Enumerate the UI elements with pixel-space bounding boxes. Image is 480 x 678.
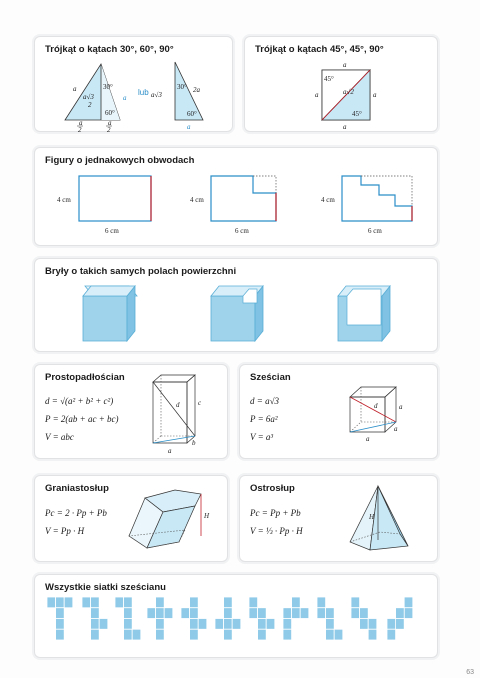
label-a-left: a: [315, 91, 319, 99]
net-square: [64, 597, 73, 608]
net-square: [124, 597, 133, 608]
rectangle-figure: [79, 176, 151, 221]
net-square: [56, 597, 65, 608]
net-square: [368, 619, 377, 630]
formula-surface: P = 6a²: [250, 414, 278, 424]
label-a-half-den: 2: [78, 126, 82, 134]
net-square: [190, 619, 199, 630]
net-square: [190, 629, 199, 640]
label-b: b: [192, 439, 196, 447]
net-square: [258, 629, 267, 640]
net-square: [351, 597, 360, 608]
net-square: [326, 608, 335, 619]
formula-surface: P = 2(ab + ac + bc): [45, 414, 119, 424]
net-square: [317, 608, 326, 619]
card-prism: [34, 475, 228, 562]
card-title: Trójkąt o kątach 30°, 60°, 90°: [45, 44, 174, 55]
label-30deg-b: 30°: [177, 83, 187, 91]
cube-net: [215, 597, 241, 640]
card-cube-nets: [34, 574, 438, 658]
net-square: [124, 619, 133, 630]
label-H: H: [369, 513, 375, 521]
net-square: [351, 608, 360, 619]
label-a-bottom: a: [187, 123, 191, 131]
card-cuboid: [34, 364, 228, 459]
formula-volume: V = ⅓ · Pp · H: [250, 526, 303, 536]
net-square: [91, 619, 100, 630]
net-square: [232, 619, 241, 630]
net-square: [258, 608, 267, 619]
formula-diagonal: d = √(a² + b² + c²): [45, 396, 114, 406]
formula-total-area: Pc = 2 · Pp + Pb: [45, 508, 107, 518]
net-square: [156, 597, 165, 608]
net-square: [132, 629, 141, 640]
label-two: 2: [88, 101, 92, 109]
label-a-sqrt3-b: a√3: [151, 91, 162, 99]
net-square: [266, 619, 275, 630]
cube-net: [47, 597, 73, 640]
label-a-bottom: a: [343, 123, 347, 131]
net-square: [283, 619, 292, 630]
net-square: [317, 597, 326, 608]
cube-slab-cut: [338, 286, 390, 341]
cube-corner-cut: [211, 286, 263, 341]
label-a-right: a: [373, 91, 377, 99]
label-a-side: a: [123, 94, 127, 102]
label-a-bottom: a: [366, 435, 370, 443]
label-a: a: [168, 447, 172, 455]
net-square: [215, 619, 224, 630]
space-diagonal: [350, 397, 396, 422]
net-square: [91, 597, 100, 608]
net-square: [190, 597, 199, 608]
cube-net: [317, 597, 343, 640]
card-cube: [239, 364, 438, 459]
formula-diagonal: d = a√3: [250, 396, 280, 406]
cuboid-side: [187, 375, 195, 443]
label-a-right: a: [399, 403, 403, 411]
stepped-figure: [342, 176, 412, 221]
label-a-sqrt3: a√3: [83, 93, 94, 101]
label-4cm-2: 4 cm: [190, 196, 204, 204]
net-square: [360, 619, 369, 630]
card-title: Trójkąt o kątach 45°, 45°, 90°: [255, 44, 384, 55]
card-title: Sześcian: [250, 372, 291, 383]
base-diagonal: [350, 422, 396, 432]
label-a-sqrt2: a√2: [343, 88, 354, 96]
formula-total-area: Pc = Pp + Pb: [250, 508, 301, 518]
net-square: [56, 629, 65, 640]
net-square: [147, 608, 156, 619]
net-square: [404, 608, 413, 619]
net-square: [224, 619, 233, 630]
label-a-half2-den: 2: [107, 126, 111, 134]
label-H: H: [204, 512, 210, 520]
cube-solid: [83, 286, 137, 341]
label-a-half-num: a: [79, 119, 83, 127]
net-square: [124, 629, 133, 640]
label-30deg: 30°: [103, 83, 113, 91]
net-square: [124, 608, 133, 619]
solids-diagram: [35, 259, 437, 351]
net-square: [326, 619, 335, 630]
net-square: [156, 608, 165, 619]
label-a-half2-num: a: [108, 119, 112, 127]
net-square: [387, 629, 396, 640]
cube-net: [181, 597, 207, 640]
net-square: [91, 629, 100, 640]
cube-net: [387, 597, 413, 640]
cube-diagram: [240, 365, 437, 458]
net-square: [387, 619, 396, 630]
label-6cm-1: 6 cm: [105, 227, 119, 235]
net-square: [404, 597, 413, 608]
cuboid-front: [153, 382, 187, 443]
card-equal-perimeters: [34, 147, 438, 246]
net-square: [224, 629, 233, 640]
net-square: [190, 608, 199, 619]
net-square: [258, 619, 267, 630]
label-6cm-3: 6 cm: [368, 227, 382, 235]
card-title: Figury o jednakowych obwodach: [45, 155, 195, 166]
label-4cm-1: 4 cm: [57, 196, 71, 204]
net-square: [334, 629, 343, 640]
net-square: [224, 597, 233, 608]
net-square: [283, 608, 292, 619]
net-square: [82, 597, 91, 608]
card-title: Wszystkie siatki sześcianu: [45, 582, 166, 593]
page-number: 63: [466, 669, 474, 676]
label-c: c: [198, 399, 202, 407]
net-square: [99, 619, 108, 630]
card-equal-surface-solids: [34, 258, 438, 352]
label-60deg-b: 60°: [187, 110, 197, 118]
net-square: [249, 608, 258, 619]
label-a-top: a: [343, 61, 347, 69]
net-square: [292, 608, 301, 619]
cube-net: [82, 597, 108, 640]
card-title: Bryły o takich samych polach powierzchni: [45, 266, 237, 277]
label-a: a: [73, 85, 77, 93]
prism-diagram: [35, 476, 227, 561]
cube-top: [350, 387, 396, 397]
net-square: [56, 608, 65, 619]
net-square: [156, 629, 165, 640]
card-title: Graniastosłup: [45, 483, 109, 494]
net-square: [47, 597, 56, 608]
cube-net: [147, 597, 173, 640]
net-square: [360, 608, 369, 619]
card-title: Ostrosłup: [250, 483, 295, 494]
notched-figure: [211, 176, 276, 221]
net-square: [396, 608, 405, 619]
card-triangle-30-60-90: [34, 36, 233, 132]
label-60deg: 60°: [105, 109, 115, 117]
formula-volume: V = a³: [250, 432, 274, 442]
label-45deg-a: 45°: [324, 75, 334, 83]
triangle-30-60-90-diagram: [35, 37, 232, 134]
formula-volume: V = abc: [45, 432, 74, 442]
net-square: [396, 619, 405, 630]
label-or: lub: [138, 88, 149, 97]
cube-nets-diagram: [35, 575, 437, 657]
cube-front: [350, 397, 385, 432]
net-square: [292, 597, 301, 608]
space-diagonal: [153, 382, 195, 436]
label-4cm-3: 4 cm: [321, 196, 335, 204]
perimeter-figures: [35, 148, 437, 245]
net-square: [300, 608, 309, 619]
net-square: [198, 619, 207, 630]
label-45deg-b: 45°: [352, 110, 362, 118]
net-square: [91, 608, 100, 619]
notched-dotted: [253, 176, 276, 193]
net-square: [368, 629, 377, 640]
net-square: [56, 619, 65, 630]
cube-net: [351, 597, 377, 640]
net-square: [283, 629, 292, 640]
net-square: [181, 608, 190, 619]
net-square: [156, 619, 165, 630]
label-2a: 2a: [193, 86, 200, 94]
net-square: [249, 597, 258, 608]
label-d: d: [176, 401, 180, 409]
net-square: [326, 629, 335, 640]
cube-net: [249, 597, 275, 640]
label-a-side: a: [394, 425, 398, 433]
card-pyramid: [239, 475, 438, 562]
net-square: [224, 608, 233, 619]
label-6cm-2: 6 cm: [235, 227, 249, 235]
card-triangle-45-45-90: [244, 36, 438, 132]
triangle-45-diagram: [245, 37, 437, 131]
cube-net: [283, 597, 309, 640]
pyramid-diagram: [240, 476, 437, 561]
cube-net: [115, 597, 141, 640]
formula-volume: V = Pp · H: [45, 526, 85, 536]
card-title: Prostopadłościan: [45, 372, 125, 383]
label-d: d: [374, 402, 378, 410]
net-square: [115, 597, 124, 608]
net-square: [164, 608, 173, 619]
cuboid-diagram: [35, 365, 227, 458]
